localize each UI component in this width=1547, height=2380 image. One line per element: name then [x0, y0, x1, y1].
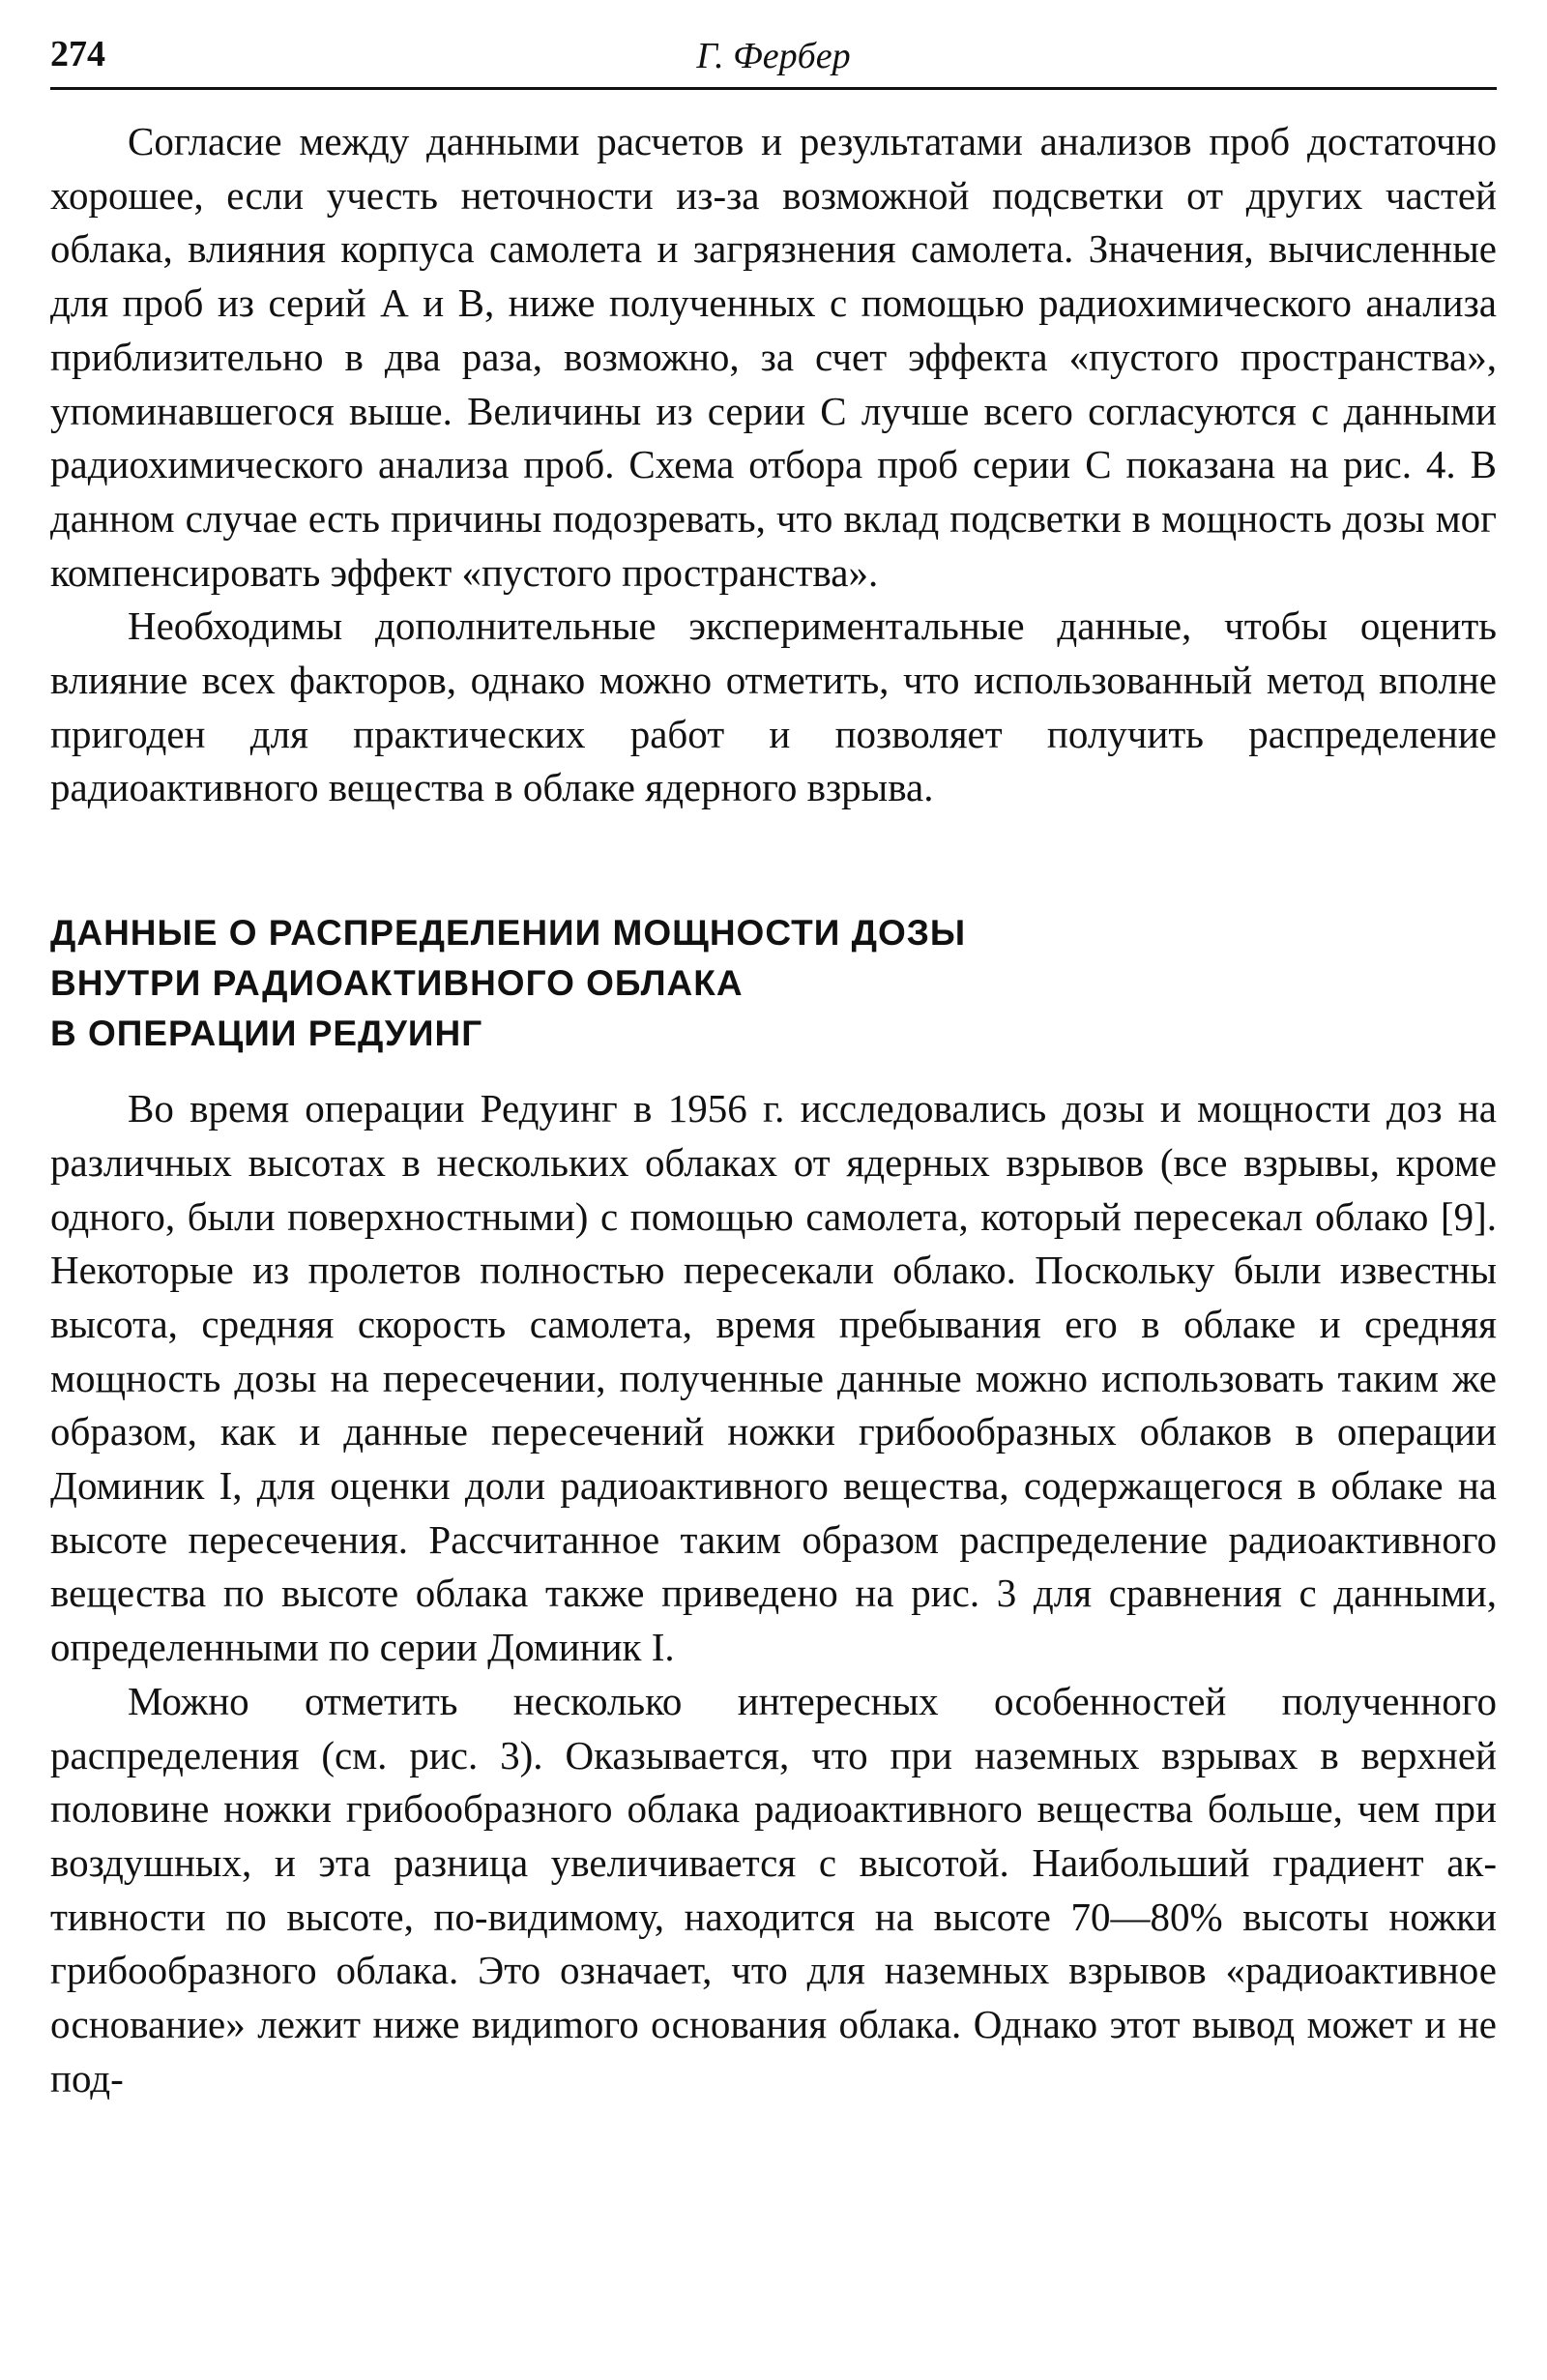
paragraph-need-data: Необходимы дополнительные экспериментальные данные, чтобы оценить влияние всех факторов, однако можно отметить, что использованный метод вполне пригоден для практических работ и позволяет получить распределение радиоактивного вещества в облаке ядерного взрыва.: [50, 603, 1497, 810]
paragraph-redwing: Во время операции Редуинг в 1956 г. исследовались дозы и мощности доз на различных высотах в нескольких облаках от ядерных взрывов (все взрывы, кроме одного, были поверхностными) с помощью самолета, который пересекал облако [9]. Некоторые из пролетов полностью пересекали облако. Поскольку были известны высота, средняя скорость самолета, время пребывания его в облаке и средняя мощность дозы на пересечении, полученные данные можно использовать таким же образом, как и данные пересечений ножки грибообразных облаков в операции Доминик I, для оценки доли радиоактивного вещества, содержащегося в облаке на высоте пересечения. Рассчитанное таким образом распределение радиоактивного вещества по высоте облака также приведено на рис. 3 для сравнения с данными, определенными по серии Доминик I.: [50, 1086, 1497, 1670]
running-title: Г. Фербер: [696, 36, 851, 76]
page-number: 274: [50, 34, 105, 74]
paragraph-features: Можно отметить несколько интересных особенностей полученного распределения (см. рис. 3). Оказывается, что при наземных взрывах в верхней половине ножки грибообразного облака радиоактивного вещества больше, чем при воздушных, и эта разница увеличивается с высотой. Наибольший градиент активности по высоте, по-видимому, находится на высоте 70—80% высоты ножки грибообразного облака. Это означает, что для наземных взрывов «радиоактивное основание» лежит ниже видиmого основания облака. Однако этот вывод может и не под-: [50, 1678, 1497, 2101]
book-page: [50, 27, 1497, 2106]
section-heading-line: ДАННЫЕ О РАСПРЕДЕЛЕНИИ МОЩНОСТИ ДОЗЫ: [50, 913, 967, 954]
section-heading-line: В ОПЕРАЦИИ РЕДУИНГ: [50, 1014, 483, 1054]
paragraph-agreement: Согласие между данными расчетов и результатами анализов проб достаточно хорошее, если учесть неточности из-за возможной подсветки от других частей облака, влияния корпуса самолета и загрязнения самолета. Значения, вычисленные для проб из серий А и В, ниже полученных с помощью радиохимического анализа приблизительно в два раза, возможно, за счет эффекта «пустого пространства», упоминавшегося выше. Величины из серии С лучше всего согласуются с данными радиохимического анализа проб. Схема отбора проб серии С показана на рис. 4. В данном случае есть причины подозревать, что вклад подсветки в мощность дозы мог компенсировать эффект «пустого пространства».: [50, 119, 1497, 595]
section-heading: [50, 908, 1497, 1059]
section-heading-line: ВНУТРИ РАДИОАКТИВНОГО ОБЛАКА: [50, 963, 744, 1004]
body-text: [50, 115, 1497, 2106]
running-head: [50, 27, 1497, 90]
